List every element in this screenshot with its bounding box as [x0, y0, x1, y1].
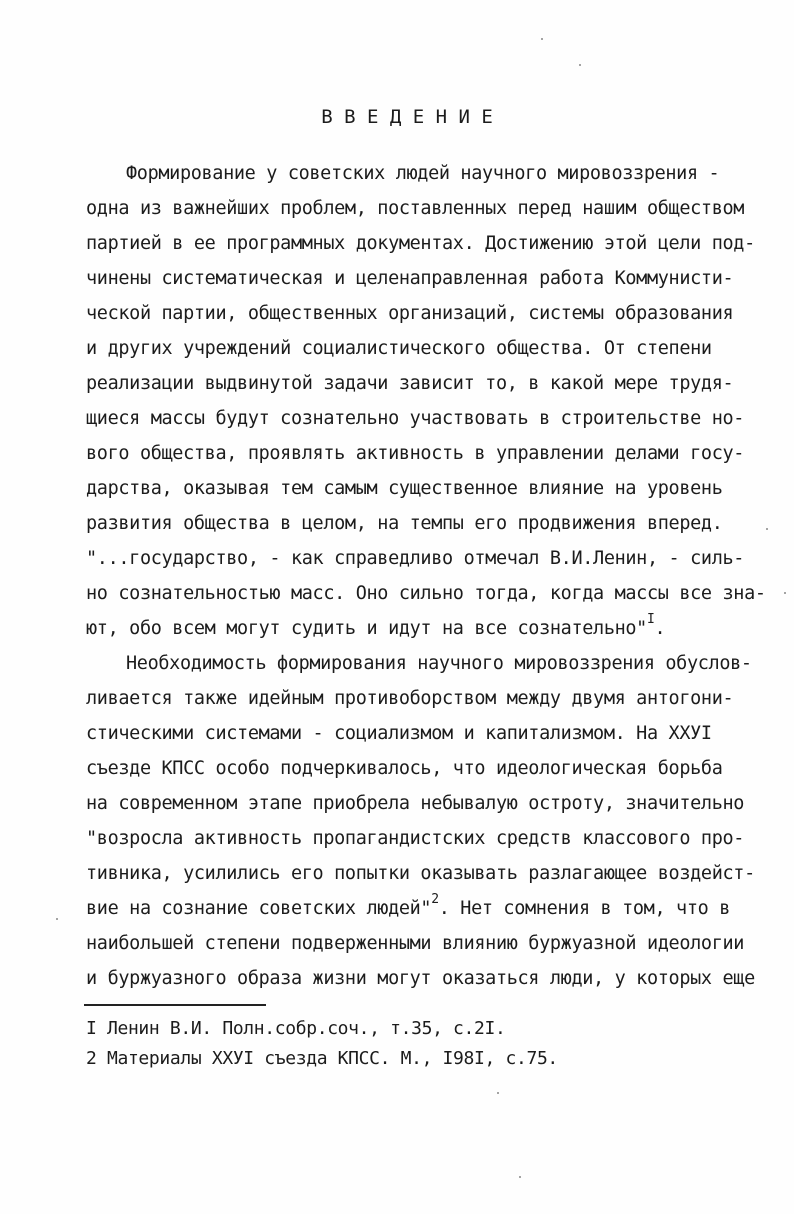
- footnote-separator: [84, 1004, 266, 1006]
- scan-speck: [56, 918, 58, 920]
- body-text: [86, 156, 766, 996]
- text-line: съезде КПСС особо подчеркивалось, что идеологическая борьба: [86, 758, 723, 779]
- text-line: одна из важнейших проблем, поставленных перед нашим обществом: [86, 198, 745, 219]
- footnote-ref: I: [646, 611, 655, 627]
- scan-speck: [541, 38, 543, 40]
- scan-speck: [784, 592, 786, 594]
- text-line: ют, обо всем могут судить и идут на все сознательно"$^I$.: [86, 611, 666, 639]
- text-line: но сознательностью масс. Оно сильно тогда, когда массы все зна-: [86, 583, 766, 604]
- text-fragment: ют, обо всем могут судить и идут на все сознательно": [86, 618, 647, 639]
- text-line: "возросла активность пропагандистских средств классового про-: [86, 828, 745, 849]
- text-line: щиеся массы будут сознательно участвовать в строительстве но-: [86, 408, 745, 429]
- scan-speck: [497, 1092, 499, 1094]
- text-line: развития общества в целом, на темпы его продвижения вперед.: [86, 513, 723, 534]
- text-line: наибольшей степени подверженными влиянию буржуазной идеологии: [86, 933, 745, 954]
- text-line: и других учреждений социалистического общества. От степени: [86, 338, 712, 359]
- text-line: Необходимость формирования научного мировоззрения обуслов-: [126, 653, 752, 674]
- footnote-2: 2 Материалы ХХУI съезда КПСС. М., I98I, с.75.: [86, 1048, 558, 1069]
- footnotes: [86, 1014, 558, 1074]
- text-line: стическими системами - социализмом и капитализмом. На ХХУI: [86, 723, 712, 744]
- text-line: на современном этапе приобрела небывалую остроту, значительно: [86, 793, 745, 814]
- text-line: и буржуазного образа жизни могут оказаться люди, у которых еще: [86, 968, 755, 989]
- text-line: партией в ее программных документах. Достижению этой цели под-: [86, 233, 755, 254]
- page-title: В В Е Д Е Н И Е: [321, 106, 493, 128]
- scan-speck: [579, 64, 581, 66]
- text-line: дарства, оказывая тем самым существенное влияние на уровень: [86, 478, 723, 499]
- text-line: "...государство, - как справедливо отмечал В.И.Ленин, - силь-: [86, 548, 745, 569]
- text-line: ческой партии, общественных организаций, системы образования: [86, 303, 734, 324]
- scan-speck: [766, 528, 768, 530]
- text-fragment: вие на сознание советских людей": [86, 898, 432, 919]
- text-line: чинены систематическая и целенаправленная работа Коммунисти-: [86, 268, 734, 289]
- footnote-ref: 2: [431, 891, 439, 907]
- text-line: тивника, усилились его попытки оказывать разлагающее воздейст-: [86, 863, 755, 884]
- scan-speck: [519, 1176, 521, 1178]
- footnote-1: I Ленин В.И. Полн.собр.соч., т.35, с.2I.: [86, 1018, 506, 1039]
- text-line: [86, 891, 756, 926]
- text-line: вого общества, проявлять активность в управлении делами госу-: [86, 443, 745, 464]
- text-line: Формирование у советских людей научного мировоззрения -: [126, 163, 720, 184]
- text-line: реализации выдвинутой задачи зависит то, в какой мере трудя-: [86, 373, 734, 394]
- text-line: ливается также идейным противоборством между двумя антогони-: [86, 688, 734, 709]
- text-fragment: . Нет сомнения в том, что в: [438, 898, 730, 919]
